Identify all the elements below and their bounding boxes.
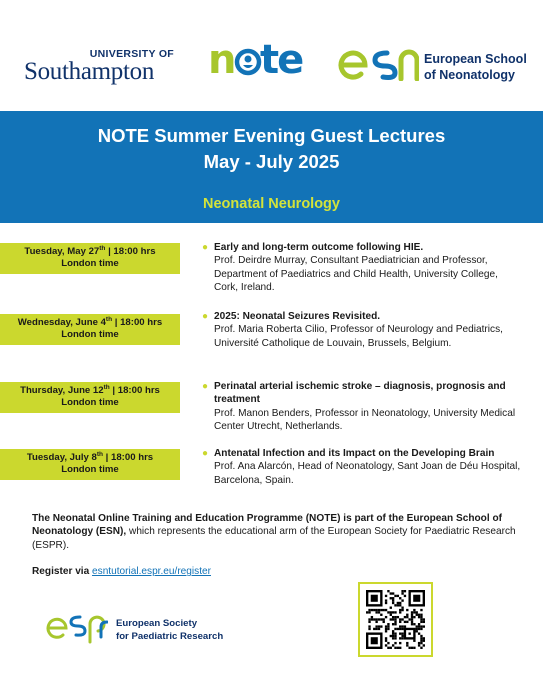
session-timezone: London time (61, 464, 119, 475)
session-day: Thursday, June 12 (20, 385, 104, 396)
esn-line1: European School (424, 52, 527, 66)
lecture-speaker: Prof. Manon Benders, Professor in Neonatology, University Medical Center Utrecht, Netherlands. (214, 407, 516, 432)
programme-description (32, 512, 522, 552)
session-lecture-1 (202, 241, 522, 294)
session-time: | 18:00 hrs (109, 385, 160, 396)
esn-line2: of Neonatology (424, 68, 515, 82)
session-day-suffix: th (103, 383, 110, 391)
session-day-suffix: th (96, 450, 103, 458)
session-day-suffix: th (99, 244, 106, 252)
espr-logo-mark (46, 604, 108, 644)
lecture-title: Antenatal Infection and its Impact on the Developing Brain (214, 448, 495, 459)
lecture-title: Early and long-term outcome following HIE. (214, 242, 424, 253)
session-lecture-3 (202, 380, 522, 433)
espr-line1: European Society (116, 618, 198, 629)
session-date-1 (0, 243, 180, 274)
title-banner (0, 111, 543, 223)
session-timezone: London time (61, 397, 119, 408)
espr-line2: for Paediatric Research (116, 631, 224, 642)
banner-title-line2: May - July 2025 (203, 151, 340, 172)
svg-text:te: te (260, 40, 303, 80)
esn-logo-mark (337, 43, 419, 81)
bullet-icon: ● (202, 242, 209, 253)
session-time: | 18:00 hrs (103, 452, 154, 463)
lecture-speaker: Prof. Deirdre Murray, Consultant Paediatrician and Professor, Department of Paediatrics and Child Health, University College, Cork, Ireland. (214, 255, 498, 293)
banner-subtitle: Neonatal Neurology (203, 196, 340, 212)
register-line (32, 566, 211, 577)
session-time: | 18:00 hrs (112, 317, 163, 328)
register-link[interactable]: esntutorial.espr.eu/register (92, 566, 211, 577)
session-day-suffix: th (105, 315, 113, 323)
session-day: Tuesday, May 27 (24, 246, 100, 257)
session-date-4 (0, 449, 180, 480)
svg-text:n: n (208, 40, 235, 80)
session-lecture-4 (202, 447, 522, 487)
lecture-speaker: Prof. Maria Roberta Cilio, Professor of Neurology and Pediatrics, Université Catholique de Louvain, Brussels, Belgium. (214, 324, 503, 349)
session-day: Wednesday, June 4 (17, 317, 106, 328)
bullet-icon: ● (202, 448, 209, 459)
session-timezone: London time (61, 329, 119, 340)
espr-logo-text (116, 617, 223, 643)
esn-logo-text (424, 51, 527, 83)
southampton-logo-top: UNIVERSITY OF (89, 48, 174, 60)
southampton-logo-name: Southampton (24, 58, 155, 85)
session-day: Tuesday, July 8 (26, 452, 97, 463)
session-lecture-2 (202, 310, 522, 350)
lecture-title: 2025: Neonatal Seizures Revisited. (214, 311, 381, 322)
lecture-title: Perinatal arterial ischemic stroke – diagnosis, prognosis and treatment (214, 381, 506, 406)
session-timezone: London time (61, 258, 119, 269)
session-time: | 18:00 hrs (105, 246, 156, 257)
session-date-3 (0, 382, 180, 413)
lecture-speaker: Prof. Ana Alarcón, Head of Neonatology, Sant Joan de Déu Hospital, Barcelona, Spain. (214, 461, 521, 486)
baby-icon (237, 51, 259, 73)
banner-title-line1: NOTE Summer Evening Guest Lectures (97, 125, 446, 146)
bullet-icon: ● (202, 311, 209, 322)
note-logo (208, 40, 312, 80)
southampton-logo (24, 49, 176, 84)
bullet-icon: ● (202, 381, 209, 392)
qr-code[interactable] (358, 582, 433, 657)
programme-description-bold: The Neonatal Online Training and Education Programme (NOTE) is part of the European School of Neonatology (ESN), (32, 513, 502, 538)
programme-description-rest: which represents the educational arm of the European Society for Paediatric Research (ESPR). (32, 526, 516, 551)
register-label: Register via (32, 566, 93, 577)
qr-code-icon (366, 590, 425, 649)
session-date-2 (0, 314, 180, 345)
header-logos (0, 0, 543, 110)
